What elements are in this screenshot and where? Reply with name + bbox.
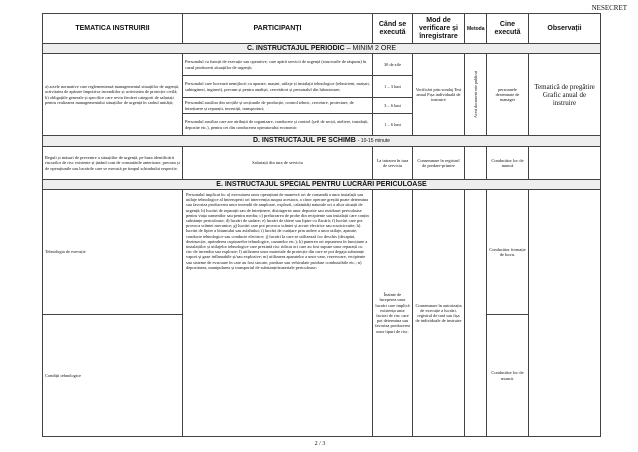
section-e-tematica-1: Tehnologia de execuție [43,190,183,315]
header-tematica: TEMATICA INSTRUIRII [43,14,183,44]
section-e-observatii-empty [529,190,601,437]
section-e-cand: Înainte de începerea unor lucrări care implică existența unor factori de risc care pot determina sau favoriza producerea unor tipuri de risc. [373,190,413,437]
table-row [43,147,601,180]
section-c-frequency-1: 30 de zile [373,54,413,76]
section-c-participant-1: Personalul cu funcții de execuție sau operative, care apără servicii de urgență (structurile de răspuns) în cazul producerii situațiilor de urgență; [183,54,373,76]
section-c-participant-2: Personalul care lucrează nemijlocit cu aparate, mașini, utilaje și instalații tehnologice (tehnicieni, maiștri, subingineri, ingineri), precum și pentru analiști, cercetători și personalul din laboratoare; [183,76,373,98]
section-e-mod: Consemnare în autorizația de execuție a lucrări, registrul de tură sau fișa de individuale de instruire [413,190,465,437]
header-row [43,14,601,44]
section-e-title [43,180,601,190]
section-c-participant-4: Personalul auxiliar care are atribuții de organizare, conducere și control (șefi de secții, ateliere, instalații, depozite etc.), pentru cei din conducerea operatorului economic [183,114,373,136]
section-c-cine: persoanele desemnate de manager [487,54,529,136]
section-d-cand: La intrarea în tura de serviciu [373,147,413,180]
header-mod: Mod de verificare și înregistrare [413,14,465,44]
section-c-heading: C. INSTRUCTAJUL PERIODIC [246,45,345,52]
section-e-cine-1: Conducător formație de lucru. [487,190,529,315]
section-c-title-row [43,44,601,54]
section-c-tematica: a) actele normative care reglementează managementul situațiilor de urgență, activitatea de apărare împotriva incendiilor și activitatea de protecție civilă; b) obligațiile generale și specifice care revin fiecărei categorii de salariați pentru realizarea managementului situațiilor de urgență în cadrul unității; [43,54,183,136]
section-d-duration: - 10-15 minute [357,138,390,144]
section-d-title-row [43,136,601,147]
section-c-metoda-cell [465,54,487,136]
section-c-frequency-2: 1 – 3 luni [373,76,413,98]
section-c-observatii: Tematică de pregătire Grafic anual de instruire [529,54,601,136]
header-observatii: Observații [529,14,601,44]
section-d-cine: Conducător loc de muncă [487,147,529,180]
section-c-mod: Verificări prin sondaj Test anual Fișa individuală de instruire [413,54,465,136]
header-participanti: PARTICIPANȚI [183,14,373,44]
section-e-metoda-empty [465,190,487,437]
section-d-observatii-empty [529,147,601,180]
section-c-frequency-3: 3 – 6 luni [373,98,413,114]
section-e-title-row [43,180,601,190]
section-d-heading: D. INSTRUCTAJUL PE SCHIMB [252,137,356,144]
section-e-cine-2: Conducător loc de muncă. [487,315,529,437]
section-c-title [43,44,601,54]
header-cand: Când se execută [373,14,413,44]
table-row [43,54,601,76]
section-d-participanti: Salariații din tura de serviciu [183,147,373,180]
page-number: 2 / 3 [314,441,326,447]
section-c-metoda: Acest document este publicat [473,71,478,118]
section-e-participanti: Personalul implicat în: a) executarea unor operațiuni de manevră ori de comandă a unor instalații sau utilaje tehnologice al întreruperii ori intervenția asupra acestora, a căror operare greșită poate determina sau favoriza producerea unor incendii de amploare, explozii, calamități naturale ori a altor situații de urgență; b) lucrări de reparații sau de întreținere, distrugerea unor depozite sau reziduuri periculoase pentru viața oamenilor sau pentru mediu; c) prelucrarea de probe din recipiente sau instalații care conțin substanțe periculoase; d) lucrări de sudare; e) lucrări de tăiere sau lipire cu flacără; f) lucrări care pot provoca scântei mecanice; g) lucrări care pot provoca scântei și arcuri electrice sau scurtcircuite; h) lucrări de lipire a bitumului sau asfaltului; i) lucrări de curățare prin ardere a unor utilaje, aparate, conducte tehnologice sau conducte electrice; j) lucrări la care se utilizează foc deschis (decapări, dezinsecție, aprinderea cuptoarelor tehnologice, cazanelor etc.); k) punerea ori repunerea în funcțiune a instalațiilor și utilajelor tehnologice care prezintă risc ridicat ori care au fost supuse unor reparații cu risc de incendiu sau explozie; l) utilizarea unor materiale de protecție din care se pot degaja substanțe vapori și gaze inflamabile și/sau explozive; m) utilizarea aparatelor a unor vase, rezervoare, recipiente sau sisteme de evacuare în care au fost stocate, produse sau vehiculate produse combustibile etc.; n) depozitarea, manipularea și transportul de substanțe/materiale periculoase; [183,190,373,437]
header-cine: Cine execută [487,14,529,44]
section-c-duration: – MINIM 2 ORE [346,45,397,52]
section-e-heading: E. INSTRUCTAJUL SPECIAL PENTRU LUCRĂRI PERICULOASE [216,181,427,188]
table-row [43,190,601,315]
section-c-frequency-4: 1 – 6 luni [373,114,413,136]
section-c-participant-3: Personalul auxiliar din secțiile și secțiunile de producție, control tehnic, cercetare, proiectare, de întreținere și reparații, investiții, transporturi; [183,98,373,114]
section-e-tematica-2: Condiții tehnologice [43,315,183,437]
section-d-mod: Consemnare în registrul de predare-primire [413,147,465,180]
section-d-metoda-empty [465,147,487,180]
training-table [42,13,601,437]
section-d-title [43,136,601,147]
header-metoda: Metoda [465,14,487,44]
section-d-tematica: Reguli și măsuri de prevenire a situațiilor de urgență, pe baza identificării riscurilor de risc existente și ținând cont de constatările anterioare, precum și de operațiunile sau lucrările care se execută pe timpul schimbului respectiv. [43,147,183,180]
classification-label: NESECRET [591,4,627,12]
